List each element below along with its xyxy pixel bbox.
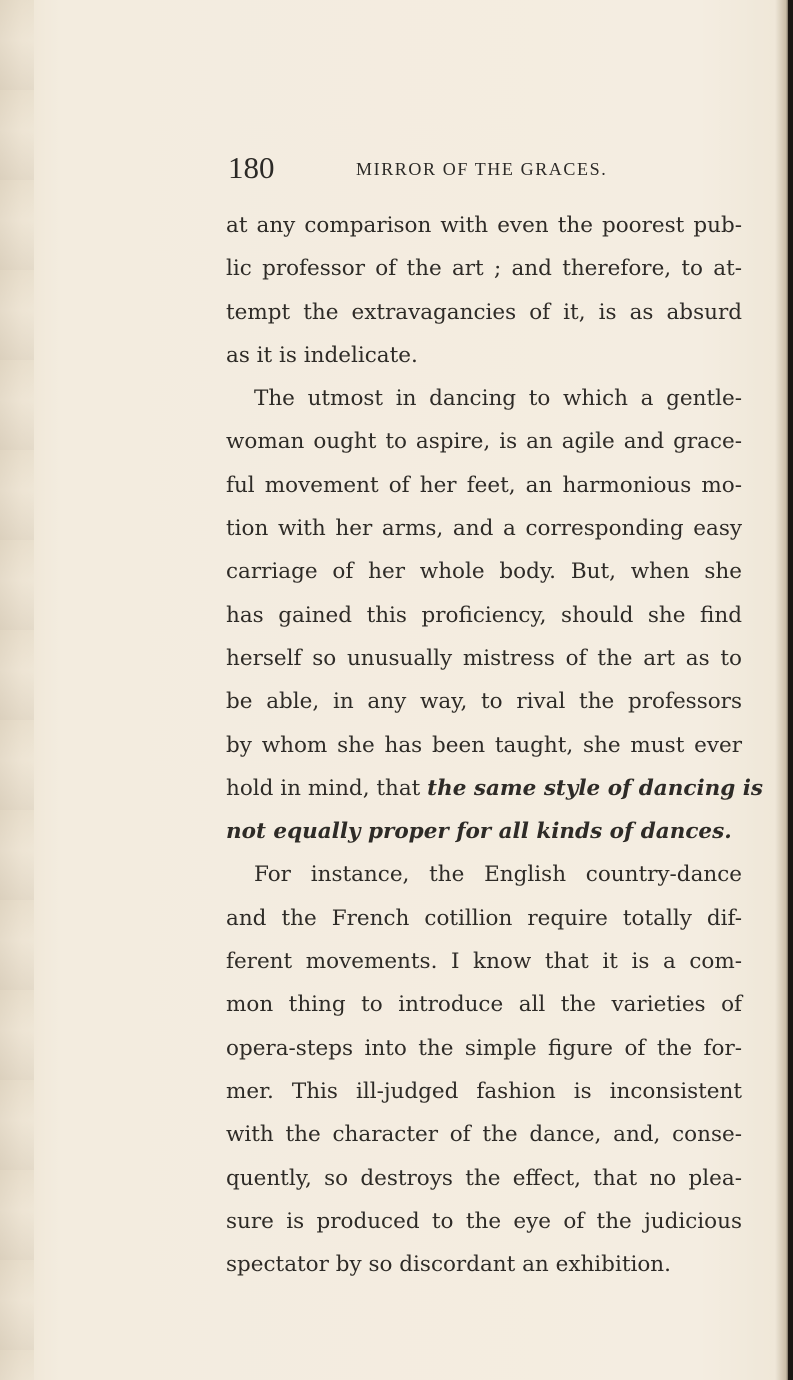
text-line — [226, 1200, 742, 1243]
text-line — [226, 204, 742, 247]
text-line-roman: hold in mind, that — [226, 775, 428, 801]
text-line-roman: spectator by so discordant an exhibition. — [226, 1252, 671, 1278]
text-line — [226, 1070, 742, 1113]
page-header — [228, 150, 748, 190]
text-line-roman: For instance, the English country-dance — [254, 862, 742, 888]
text-line — [226, 1157, 742, 1200]
text-line-roman: mon thing to introduce all the varieties of — [226, 992, 742, 1018]
text-line — [226, 853, 742, 896]
text-line-italic: not equally proper for all kinds of dances. — [226, 819, 732, 845]
text-line — [226, 464, 742, 507]
text-line — [226, 420, 742, 463]
text-line — [226, 334, 742, 377]
text-line-roman: carriage of her whole body. But, when she — [226, 559, 742, 585]
text-line-roman: woman ought to aspire, is an agile and grace- — [226, 429, 742, 455]
text-line-roman: mer. This ill-judged fashion is inconsistent — [226, 1078, 742, 1104]
text-line — [226, 767, 764, 810]
book-spine-edge — [788, 0, 793, 1380]
body-text — [226, 204, 764, 1286]
text-line — [226, 247, 742, 290]
page-number: 180 — [228, 150, 275, 185]
text-line — [226, 377, 742, 420]
text-line-roman: by whom she has been taught, she must ever — [226, 732, 742, 758]
running-head: MIRROR OF THE GRACES. — [356, 159, 608, 179]
text-line — [226, 291, 742, 334]
text-line-roman: tempt the extravagancies of it, is as absurd — [226, 299, 742, 325]
text-line-roman: herself so unusually mistress of the art as to — [226, 645, 742, 671]
text-line — [226, 680, 742, 723]
text-line-roman: ful movement of her feet, an harmonious mo- — [226, 472, 742, 498]
text-line-roman: lic professor of the art ; and therefore, to at- — [226, 256, 742, 282]
text-line — [226, 1113, 742, 1156]
text-line-roman: tion with her arms, and a corresponding easy — [226, 516, 742, 542]
text-line — [226, 1027, 742, 1070]
text-line-roman: The utmost in dancing to which a gentle- — [254, 386, 742, 412]
text-line — [226, 940, 742, 983]
text-line-roman: be able, in any way, to rival the professors — [226, 689, 742, 715]
text-line-roman: ferent movements. I know that it is a com- — [226, 949, 742, 975]
text-line — [226, 1243, 742, 1286]
text-line-roman: and the French cotillion require totally dif- — [226, 905, 742, 931]
text-line-roman: sure is produced to the eye of the judicious — [226, 1208, 742, 1234]
text-line-roman: at any comparison with even the poorest pub- — [226, 213, 742, 238]
text-line — [226, 724, 742, 767]
text-line — [226, 594, 742, 637]
text-line — [226, 550, 742, 593]
text-line-roman: with the character of the dance, and, conse- — [226, 1122, 742, 1148]
text-line — [226, 810, 742, 853]
text-line — [226, 637, 742, 680]
text-line-roman: opera-steps into the simple figure of the for- — [226, 1035, 742, 1061]
text-line-roman: as it is indelicate. — [226, 342, 418, 368]
text-line — [226, 507, 742, 550]
text-line-roman: quently, so destroys the effect, that no plea- — [226, 1165, 742, 1191]
text-line — [226, 983, 742, 1026]
text-line-roman: has gained this proficiency, should she find — [226, 602, 742, 628]
gutter-stain — [0, 0, 34, 1380]
text-line-italic: the same style of dancing is — [427, 775, 764, 801]
text-line — [226, 897, 742, 940]
